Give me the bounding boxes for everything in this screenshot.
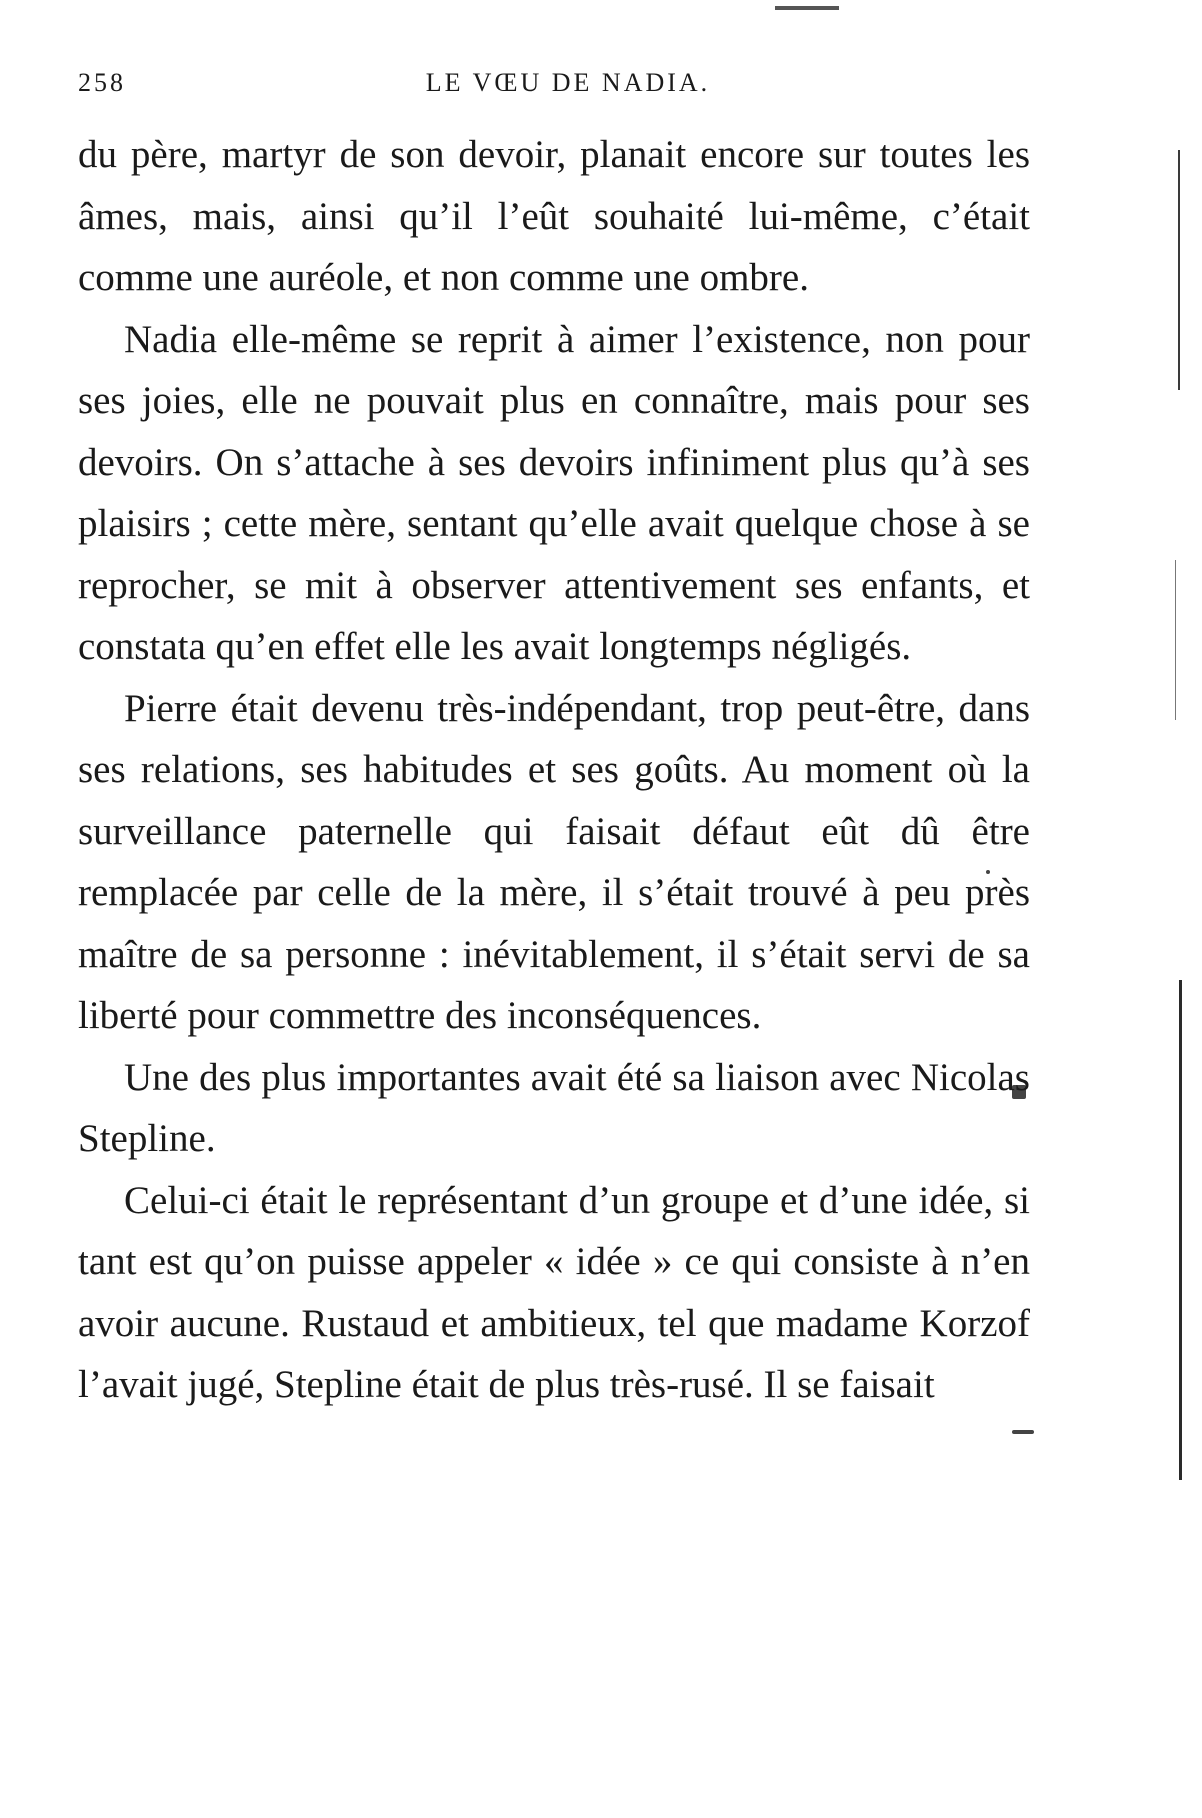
scan-mark-top [775,6,839,10]
scan-smudge-2 [1012,1430,1034,1434]
scan-line-right-3 [1179,980,1182,1480]
scan-line-right-1 [1178,150,1180,390]
paragraph: Pierre était devenu très-indépendant, trop peut-être, dans ses relations, ses habitudes et ses goûts. Au moment où la surveillance paternelle qui faisait défaut eût dû être remplacée par celle de la mère, il s’était trouvé à peu près maître de sa personne : inévitablement, il s’était servi de sa liberté pour commettre des inconséquences. [78,686,1030,1037]
paragraph: Une des plus importantes avait été sa liaison avec Nicolas Stepline. [78,1055,1030,1160]
body-text [78,124,1030,1416]
paragraph: Nadia elle-même se reprit à aimer l’existence, non pour ses joies, elle ne pouvait plus en connaître, mais pour ses devoirs. On s’attache à ses devoirs infiniment plus qu’à ses plaisirs ; cette mère, sentant qu’elle avait quelque chose à se reprocher, se mit à observer attentivement ses enfants, et constata qu’en effet elle les avait longtemps négligés. [78,317,1030,668]
page-number: 258 [78,68,126,97]
scan-line-right-2 [1175,560,1176,720]
running-title: LE VŒU DE NADIA. [425,68,711,97]
paragraph: Celui-ci était le représentant d’un groupe et d’une idée, si tant est qu’on puisse appeler « idée » ce qui consiste à n’en avoir aucune. Rustaud et ambitieux, tel que madame Korzof l’avait jugé, Stepline était de plus très-rusé. Il se faisait [78,1178,1030,1406]
page-header [78,68,1038,108]
paragraph: du père, martyr de son devoir, planait encore sur toutes les âmes, mais, ainsi qu’il l’eût souhaité lui-même, c’était comme une auréole, et non comme une ombre. [78,133,1030,299]
